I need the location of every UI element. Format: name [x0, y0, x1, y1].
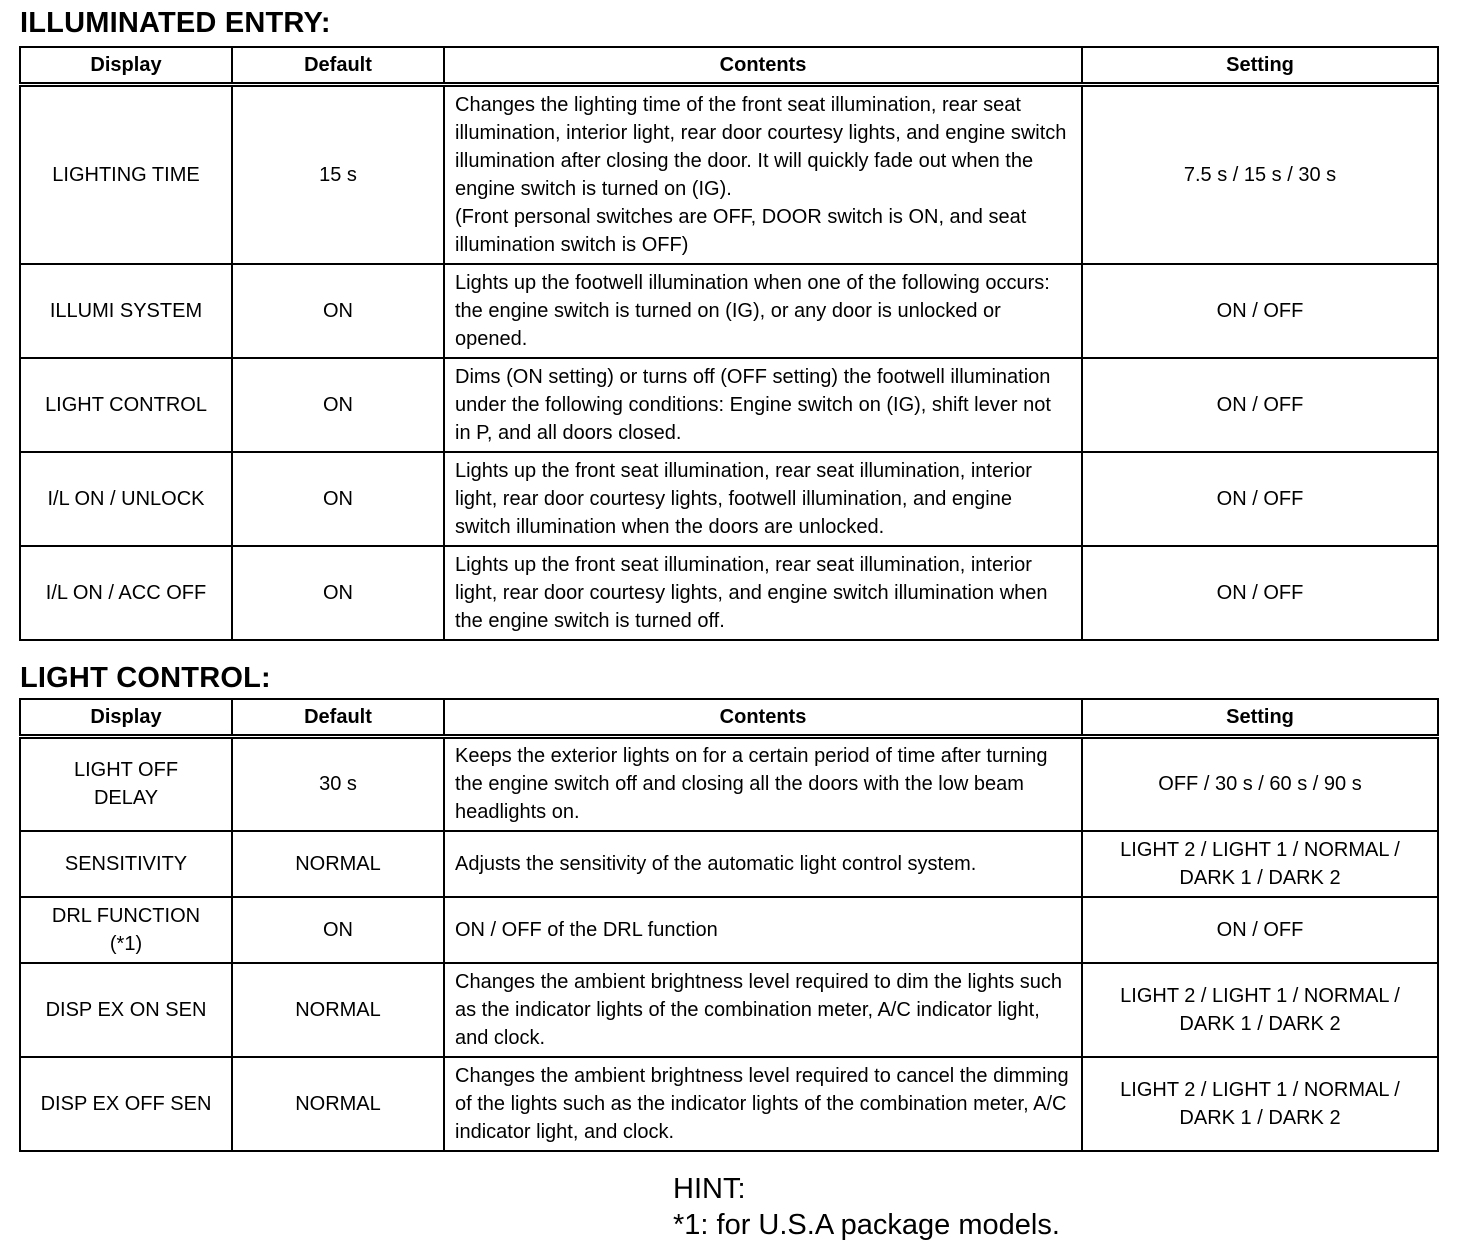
cell-contents: Changes the ambient brightness level required to cancel the dimming of the lights such as the indicator lights of the combination meter, A/C indicator light, and clock. [444, 1057, 1082, 1151]
cell-contents: Dims (ON setting) or turns off (OFF setting) the footwell illumination under the following conditions: Engine switch on (IG), shift lever not in P, and all doors closed. [444, 358, 1082, 452]
cell-default: ON [232, 897, 444, 963]
table-row [20, 737, 1438, 831]
cell-setting: ON / OFF [1082, 358, 1438, 452]
table-header-row [20, 47, 1438, 85]
cell-default: 15 s [232, 85, 444, 264]
light-control-table [19, 698, 1439, 1152]
cell-contents: Lights up the front seat illumination, rear seat illumination, interior light, rear door courtesy lights, footwell illumination, and engine switch illumination when the doors are unlocked. [444, 452, 1082, 546]
cell-contents: Changes the ambient brightness level required to dim the lights such as the indicator lights of the combination meter, A/C indicator light, and clock. [444, 963, 1082, 1057]
table-row [20, 85, 1438, 264]
cell-display: LIGHT OFF DELAY [20, 737, 232, 831]
header-default: Default [232, 47, 444, 85]
table-row [20, 1057, 1438, 1151]
cell-setting: LIGHT 2 / LIGHT 1 / NORMAL / DARK 1 / DARK 2 [1082, 831, 1438, 897]
table-row [20, 546, 1438, 640]
header-setting: Setting [1082, 699, 1438, 737]
header-default: Default [232, 699, 444, 737]
cell-default: ON [232, 358, 444, 452]
header-contents: Contents [444, 47, 1082, 85]
cell-setting: LIGHT 2 / LIGHT 1 / NORMAL / DARK 1 / DARK 2 [1082, 1057, 1438, 1151]
light-control-title: LIGHT CONTROL: [20, 662, 271, 694]
cell-display: ILLUMI SYSTEM [20, 264, 232, 358]
cell-setting: OFF / 30 s / 60 s / 90 s [1082, 737, 1438, 831]
hint-title: HINT: [673, 1173, 746, 1205]
header-display: Display [20, 47, 232, 85]
table-row [20, 963, 1438, 1057]
table-row [20, 264, 1438, 358]
cell-default: ON [232, 264, 444, 358]
hint-text: *1: for U.S.A package models. [673, 1209, 1060, 1241]
cell-contents: Lights up the front seat illumination, rear seat illumination, interior light, rear door courtesy lights, and engine switch illumination when the engine switch is turned off. [444, 546, 1082, 640]
cell-contents: Changes the lighting time of the front seat illumination, rear seat illumination, interior light, rear door courtesy lights, and engine switch illumination after closing the door. It will quickly fade out when the engine switch is turned on (IG). (Front personal switches are OFF, DOOR switch is ON, and seat illumination switch is OFF) [444, 85, 1082, 264]
cell-setting: 7.5 s / 15 s / 30 s [1082, 85, 1438, 264]
cell-contents: Adjusts the sensitivity of the automatic light control system. [444, 831, 1082, 897]
cell-setting: LIGHT 2 / LIGHT 1 / NORMAL / DARK 1 / DARK 2 [1082, 963, 1438, 1057]
cell-default: NORMAL [232, 1057, 444, 1151]
cell-setting: ON / OFF [1082, 897, 1438, 963]
cell-setting: ON / OFF [1082, 546, 1438, 640]
cell-display: DISP EX OFF SEN [20, 1057, 232, 1151]
cell-setting: ON / OFF [1082, 452, 1438, 546]
cell-display: I/L ON / UNLOCK [20, 452, 232, 546]
table-row [20, 831, 1438, 897]
header-setting: Setting [1082, 47, 1438, 85]
table-row [20, 452, 1438, 546]
header-display: Display [20, 699, 232, 737]
cell-display: DRL FUNCTION (*1) [20, 897, 232, 963]
cell-contents: Lights up the footwell illumination when one of the following occurs: the engine switch is turned on (IG), or any door is unlocked or opened. [444, 264, 1082, 358]
cell-default: NORMAL [232, 831, 444, 897]
cell-display: LIGHTING TIME [20, 85, 232, 264]
illuminated-entry-table [19, 46, 1439, 641]
cell-display: SENSITIVITY [20, 831, 232, 897]
cell-default: ON [232, 546, 444, 640]
cell-contents: Keeps the exterior lights on for a certain period of time after turning the engine switch off and closing all the doors with the low beam headlights on. [444, 737, 1082, 831]
cell-display: I/L ON / ACC OFF [20, 546, 232, 640]
illuminated-entry-title: ILLUMINATED ENTRY: [20, 7, 331, 39]
cell-display: DISP EX ON SEN [20, 963, 232, 1057]
table-row [20, 358, 1438, 452]
cell-default: ON [232, 452, 444, 546]
table-row [20, 897, 1438, 963]
cell-display: LIGHT CONTROL [20, 358, 232, 452]
table-header-row [20, 699, 1438, 737]
header-contents: Contents [444, 699, 1082, 737]
cell-contents: ON / OFF of the DRL function [444, 897, 1082, 963]
cell-default: NORMAL [232, 963, 444, 1057]
cell-setting: ON / OFF [1082, 264, 1438, 358]
cell-default: 30 s [232, 737, 444, 831]
